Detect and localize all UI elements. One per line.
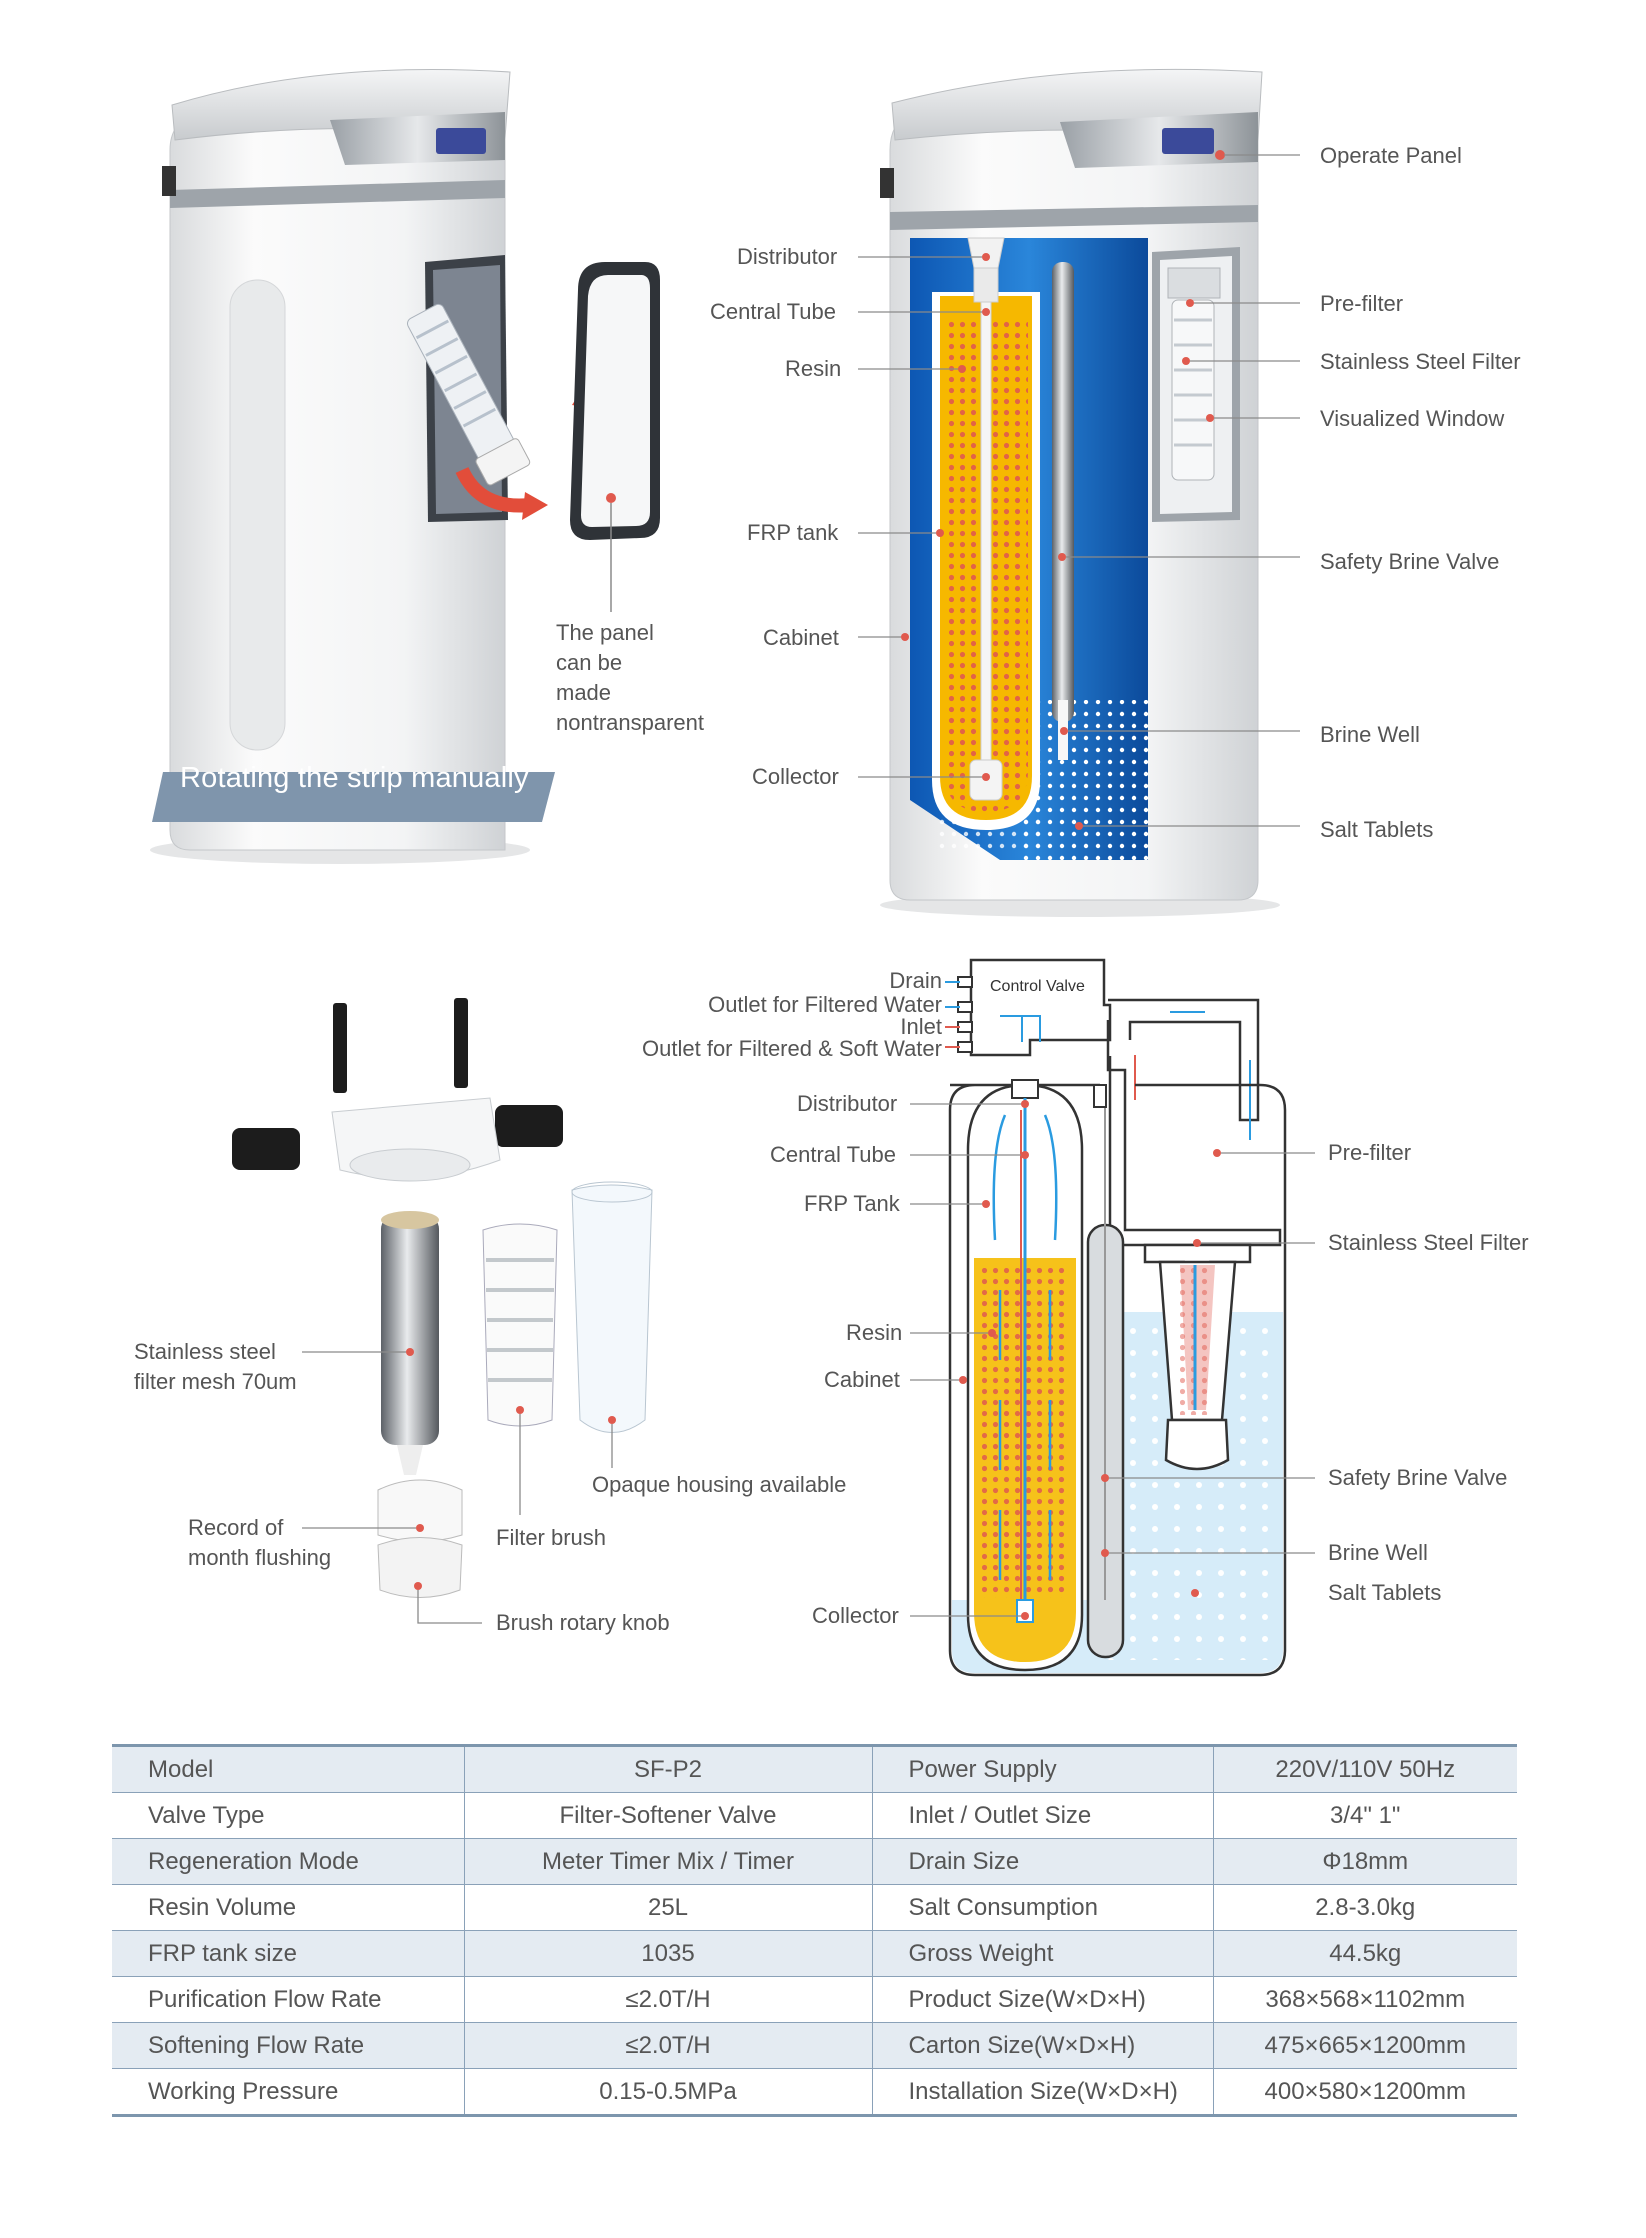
label-s-pre-filter: Pre-filter [1328,1140,1412,1165]
spec-row [112,1839,1517,1885]
label-s-cabinet: Cabinet [824,1367,900,1392]
label-port-filtered-water: Outlet for Filtered Water [708,992,942,1017]
label-s-frp-tank: FRP Tank [804,1191,900,1216]
spec-value: Filter-Softener Valve [464,1793,872,1839]
label-distributor: Distributor [737,244,838,269]
spec-table [112,1744,1517,2117]
spec-row [112,1931,1517,1977]
label-collector: Collector [752,764,839,789]
label-record-line: month flushing [188,1545,332,1570]
spec-value: SF-P2 [464,1746,872,1793]
spec-value: 475×665×1200mm [1213,2023,1517,2069]
schematic-illustration [910,960,1315,1675]
label-operate-panel: Operate Panel [1320,143,1462,168]
label-brine-well: Brine Well [1320,722,1420,747]
spec-key: Softening Flow Rate [112,2023,464,2069]
label-steel-mesh-line: filter mesh 70um [134,1369,297,1394]
spec-value: 2.8-3.0kg [1213,1885,1517,1931]
spec-key: Resin Volume [112,1885,464,1931]
spec-key: Model [112,1746,464,1793]
spec-key: Inlet / Outlet Size [872,1793,1213,1839]
label-control-valve: Control Valve [990,978,1085,995]
spec-row [112,2069,1517,2116]
spec-value: Φ18mm [1213,1839,1517,1885]
spec-row [112,2023,1517,2069]
cabinet-left-illustration [150,69,660,864]
spec-value: 220V/110V 50Hz [1213,1746,1517,1793]
spec-value: 1035 [464,1931,872,1977]
label-port-soft-water: Outlet for Filtered & Soft Water [642,1036,942,1061]
label-record-flushing [188,1513,331,1573]
spec-key: Drain Size [872,1839,1213,1885]
label-s-stainless-steel-filter: Stainless Steel Filter [1328,1230,1529,1255]
label-s-salt-tablets: Salt Tablets [1328,1580,1442,1605]
spec-value: 44.5kg [1213,1931,1517,1977]
spec-key: Regeneration Mode [112,1839,464,1885]
spec-value: 368×568×1102mm [1213,1977,1517,2023]
spec-value: ≤2.0T/H [464,2023,872,2069]
label-s-central-tube: Central Tube [770,1142,896,1167]
panel-note [556,618,704,738]
label-s-brine-well: Brine Well [1328,1540,1428,1565]
spec-value: 0.15-0.5MPa [464,2069,872,2116]
label-s-distributor: Distributor [797,1091,898,1116]
spec-value: Meter Timer Mix / Timer [464,1839,872,1885]
spec-key: Working Pressure [112,2069,464,2116]
rotating-strip-banner: Rotating the strip manually [180,762,529,794]
spec-key: Gross Weight [872,1931,1213,1977]
label-cabinet: Cabinet [763,625,839,650]
spec-row [112,1746,1517,1793]
spec-key: Carton Size(W×D×H) [872,2023,1213,2069]
panel-note-line: can be [556,650,623,675]
spec-row [112,1977,1517,2023]
spec-row [112,1885,1517,1931]
spec-value: 25L [464,1885,872,1931]
label-salt-tablets: Salt Tablets [1320,817,1434,842]
label-stainless-steel-filter: Stainless Steel Filter [1320,349,1521,374]
spec-key: Purification Flow Rate [112,1977,464,2023]
panel-note-line: nontransparent [556,710,704,735]
label-pre-filter: Pre-filter [1320,291,1404,316]
label-filter-brush: Filter brush [496,1525,607,1550]
cabinet-cutaway-illustration [858,69,1300,917]
label-steel-mesh [134,1337,297,1397]
panel-note-line: made [556,680,612,705]
spec-value: ≤2.0T/H [464,1977,872,2023]
spec-key: FRP tank size [112,1931,464,1977]
label-central-tube: Central Tube [710,299,836,324]
label-port-drain: Drain [889,968,942,993]
label-port-inlet: Inlet [900,1014,942,1039]
spec-key: Valve Type [112,1793,464,1839]
label-frp-tank: FRP tank [747,520,839,545]
label-resin: Resin [785,356,842,381]
label-record-line: Record of [188,1515,284,1540]
spec-key: Power Supply [872,1746,1213,1793]
panel-note-line: The panel [556,620,654,645]
spec-key: Product Size(W×D×H) [872,1977,1213,2023]
spec-key: Salt Consumption [872,1885,1213,1931]
label-s-resin: Resin [846,1320,903,1345]
spec-row [112,1793,1517,1839]
spec-value: 3/4" 1" [1213,1793,1517,1839]
label-brush-rotary-knob: Brush rotary knob [496,1610,670,1635]
spec-key: Installation Size(W×D×H) [872,2069,1213,2116]
label-s-collector: Collector [812,1603,899,1628]
label-visualized-window: Visualized Window [1320,406,1505,431]
spec-value: 400×580×1200mm [1213,2069,1517,2116]
label-safety-brine-valve: Safety Brine Valve [1320,549,1500,574]
label-opaque-housing: Opaque housing available [592,1472,847,1497]
label-s-safety-brine-valve: Safety Brine Valve [1328,1465,1508,1490]
label-steel-mesh-line: Stainless steel [134,1339,276,1364]
